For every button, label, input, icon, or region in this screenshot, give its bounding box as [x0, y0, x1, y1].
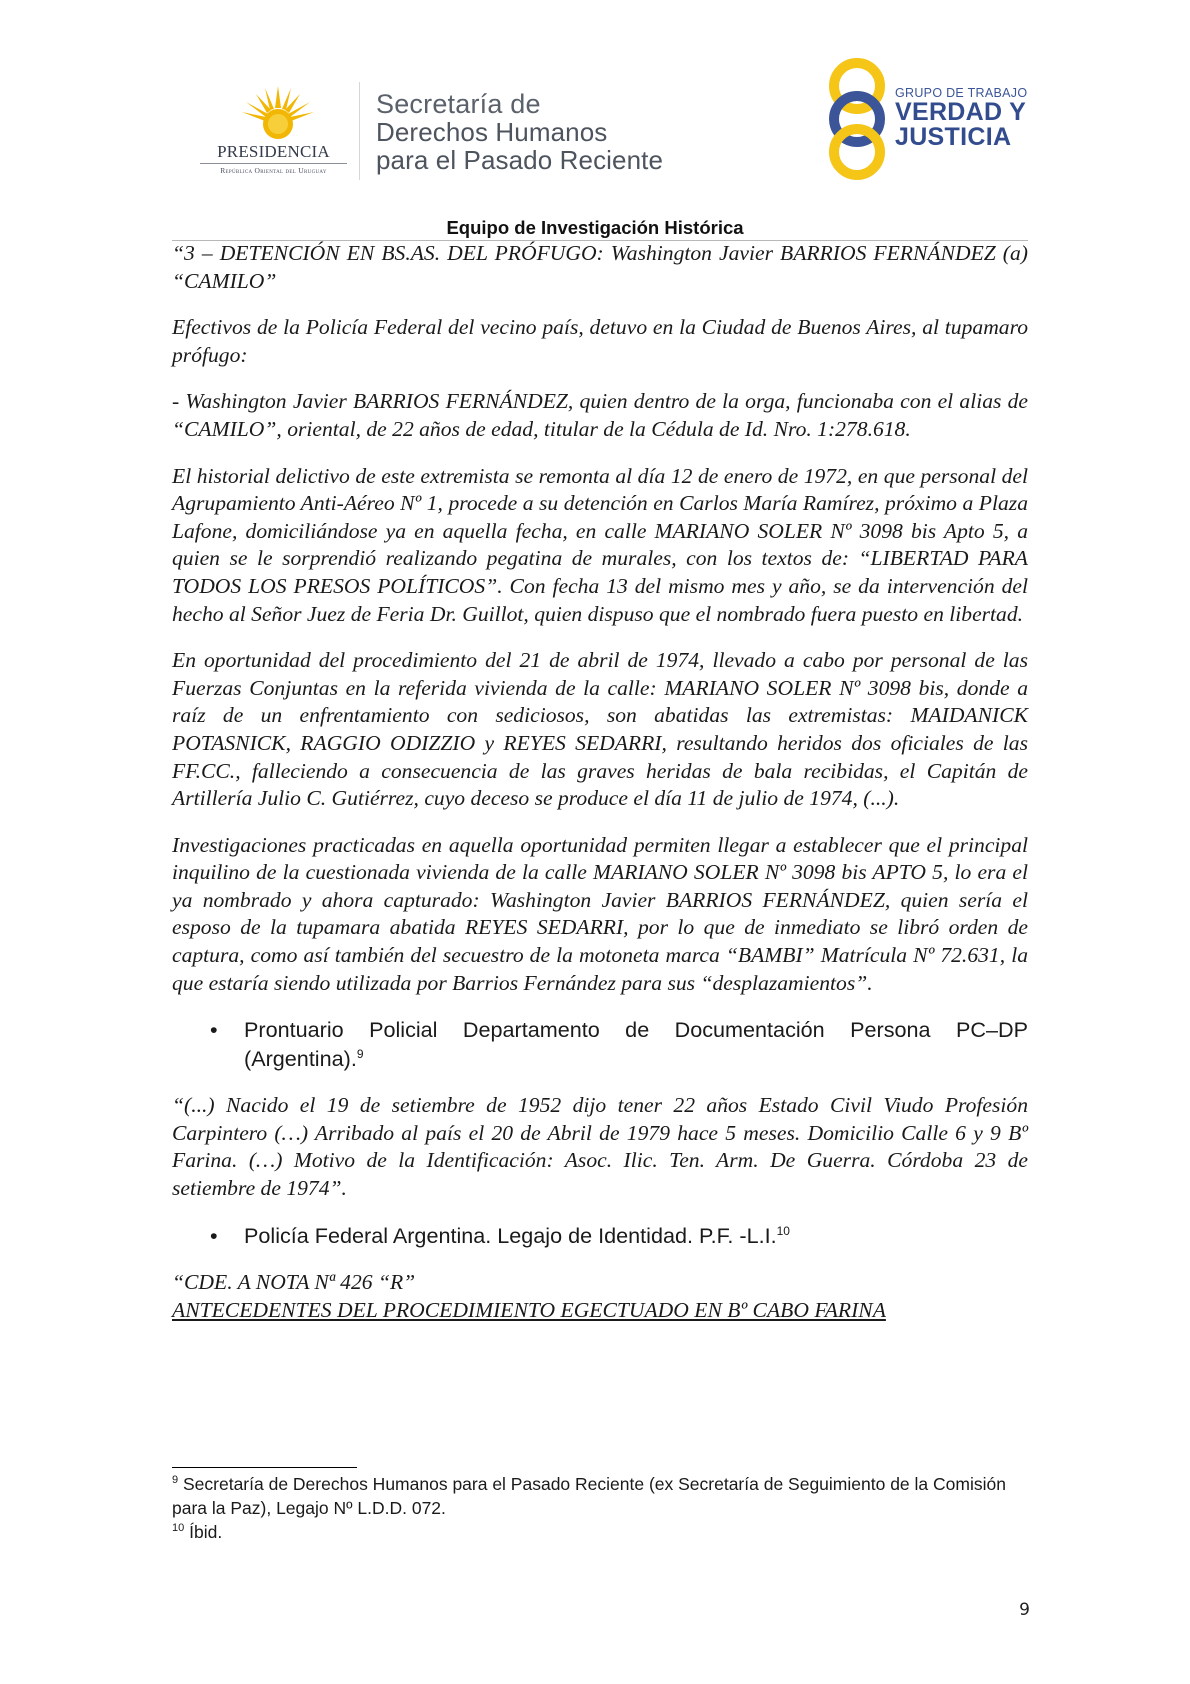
- footnote-ref: 10: [776, 1223, 790, 1238]
- verdad-label: VERDAD Y: [895, 98, 1027, 126]
- presidencia-subtitle: República Oriental del Uruguay: [220, 166, 327, 175]
- bullet-icon: •: [210, 1222, 218, 1248]
- sun-emblem-icon: [238, 82, 318, 144]
- paragraph-identity: - Washington Javier BARRIOS FERNÁNDEZ, quien dentro de la orga, funcionaba con el alias de “CAMILO”, oriental, de 22 años de edad, titular de la Cédula de Id. Nro. 1:278.618.: [172, 389, 1028, 441]
- presidencia-divider: [200, 163, 347, 164]
- paragraph-police: Efectivos de la Policía Federal del vecino país, detuvo en la Ciudad de Buenos Aires, al tupamaro prófugo:: [172, 315, 1028, 367]
- bullet-text: Policía Federal Argentina. Legajo de Identidad. P.F. -L.I.: [244, 1222, 777, 1248]
- bullet-item-legajo: [172, 1222, 1028, 1251]
- bullet-item-prontuario: [172, 1016, 1028, 1073]
- secretaria-line-2: Derechos Humanos: [376, 117, 608, 147]
- presidencia-logo: [196, 82, 351, 182]
- secretaria-line-1: Secretaría de: [376, 89, 541, 119]
- footnote-9: [172, 1472, 1028, 1520]
- footnote-number: 10: [172, 1522, 185, 1535]
- secretaria-logo-text: [376, 90, 663, 174]
- rings-emblem-icon: [822, 58, 892, 180]
- section-heading: Equipo de Investigación Histórica: [446, 217, 744, 238]
- footnote-text: Íbid.: [189, 1522, 223, 1542]
- grupo-trabajo-label: GRUPO DE TRABAJO: [895, 86, 1028, 100]
- page-number: 9: [1019, 1600, 1030, 1620]
- paragraph-nota: “CDE. A NOTA Nª 426 “R”: [172, 1270, 416, 1295]
- bullet-text: Prontuario Policial Departamento de Documentación Persona PC–DP (Argentina).: [244, 1017, 1028, 1071]
- paragraph-investigation: Investigaciones practicadas en aquella oportunidad permiten llegar a establecer que el principal inquilino de la cuestionada vivienda de la calle MARIANO SOLER Nº 3098 bis APTO 5, lo era el ya nombrado y ahora capturado: Washington Javier BARRIOS FERNÁNDEZ, quien sería el esposo de la tupamara abatida REYES SEDARRI, por lo que de inmediato se libró orden de captura, como así también del secuestro de la motoneta marca “BAMBI” Matrícula Nº 72.631, la que estaría siendo utilizada por Barrios Fernández para sus “desplazamientos”.: [172, 832, 1028, 995]
- footnotes: [172, 1472, 1028, 1544]
- secretaria-line-3: para el Pasado Reciente: [376, 145, 664, 175]
- paragraph-quote: “(...) Nacido el 19 de setiembre de 1952 dijo tener 22 años Estado Civil Viudo Profesión Carpintero (…) Arribado al país el 20 de Abril de 1979 hace 5 meses. Domicilio Calle 6 y 9 Bº Farina. (…) Motivo de la Identificación: Asoc. Ilic. Ten. Arm. De Guerra. Córdoba 23 de setiembre de 1974”.: [172, 1093, 1028, 1201]
- header-separator: [359, 82, 360, 180]
- footnote-separator: [172, 1467, 357, 1468]
- presidencia-title: PRESIDENCIA: [217, 142, 330, 161]
- paragraph-procedure: En oportunidad del procedimiento del 21 de abril de 1974, llevado a cabo por personal de las Fuerzas Conjuntas en la referida vivienda de la calle: MARIANO SOLER Nº 3098 bis, donde a raíz de un enfrentamiento con sediciosos, son abatidas las extremistas: MAIDANICK POTASNICK, RAGGIO ODIZZIO y REYES SEDARRI, resultando heridos dos oficiales de las FF.CC., falleciendo a consecuencia de las graves heridas de bala recibidas, el Capitán de Artillería Julio C. Gutiérrez, cuyo deceso se produce el día 11 de julio de 1974, (...).: [172, 648, 1028, 811]
- footnote-10: [172, 1520, 1028, 1544]
- verdad-justicia-text: [895, 86, 1027, 150]
- justicia-label: JUSTICIA: [895, 123, 1012, 151]
- paragraph-detention-title: “3 – DETENCIÓN EN BS.AS. DEL PRÓFUGO: Washington Javier BARRIOS FERNÁNDEZ (a) “CAMILO”: [172, 241, 1028, 293]
- bullet-icon: •: [210, 1017, 218, 1043]
- paragraph-history: El historial delictivo de este extremista se remonta al día 12 de enero de 1972, en que personal del Agrupamiento Anti-Aéreo Nº 1, procede a su detención en Carlos María Ramírez, próximo a Plaza Lafone, domiciliándose ya en aquella fecha, en calle MARIANO SOLER Nº 3098 bis Apto 5, a quien se le sorprendió realizando pegatina de murales, con los textos de: “LIBERTAD PARA TODOS LOS PRESOS POLÍTICOS”. Con fecha 13 del mismo mes y año, se da intervención del hecho al Señor Juez de Feria Dr. Guillot, quien dispuso que el nombrado fuera puesto en libertad.: [172, 463, 1028, 626]
- footnote-number: 9: [172, 1474, 179, 1487]
- footnote-ref: 9: [356, 1046, 364, 1061]
- footnote-text: Secretaría de Derechos Humanos para el Pasado Reciente (ex Secretaría de Seguimiento de la Comisión para la Paz), Legajo Nº L.D.D. 072.: [172, 1474, 1006, 1518]
- verdad-justicia-logo: [822, 58, 1032, 183]
- paragraph-antecedentes: ANTECEDENTES DEL PROCEDIMIENTO EGECTUADO EN Bº CABO FARINA: [172, 1297, 886, 1322]
- document-body: [172, 240, 1028, 1324]
